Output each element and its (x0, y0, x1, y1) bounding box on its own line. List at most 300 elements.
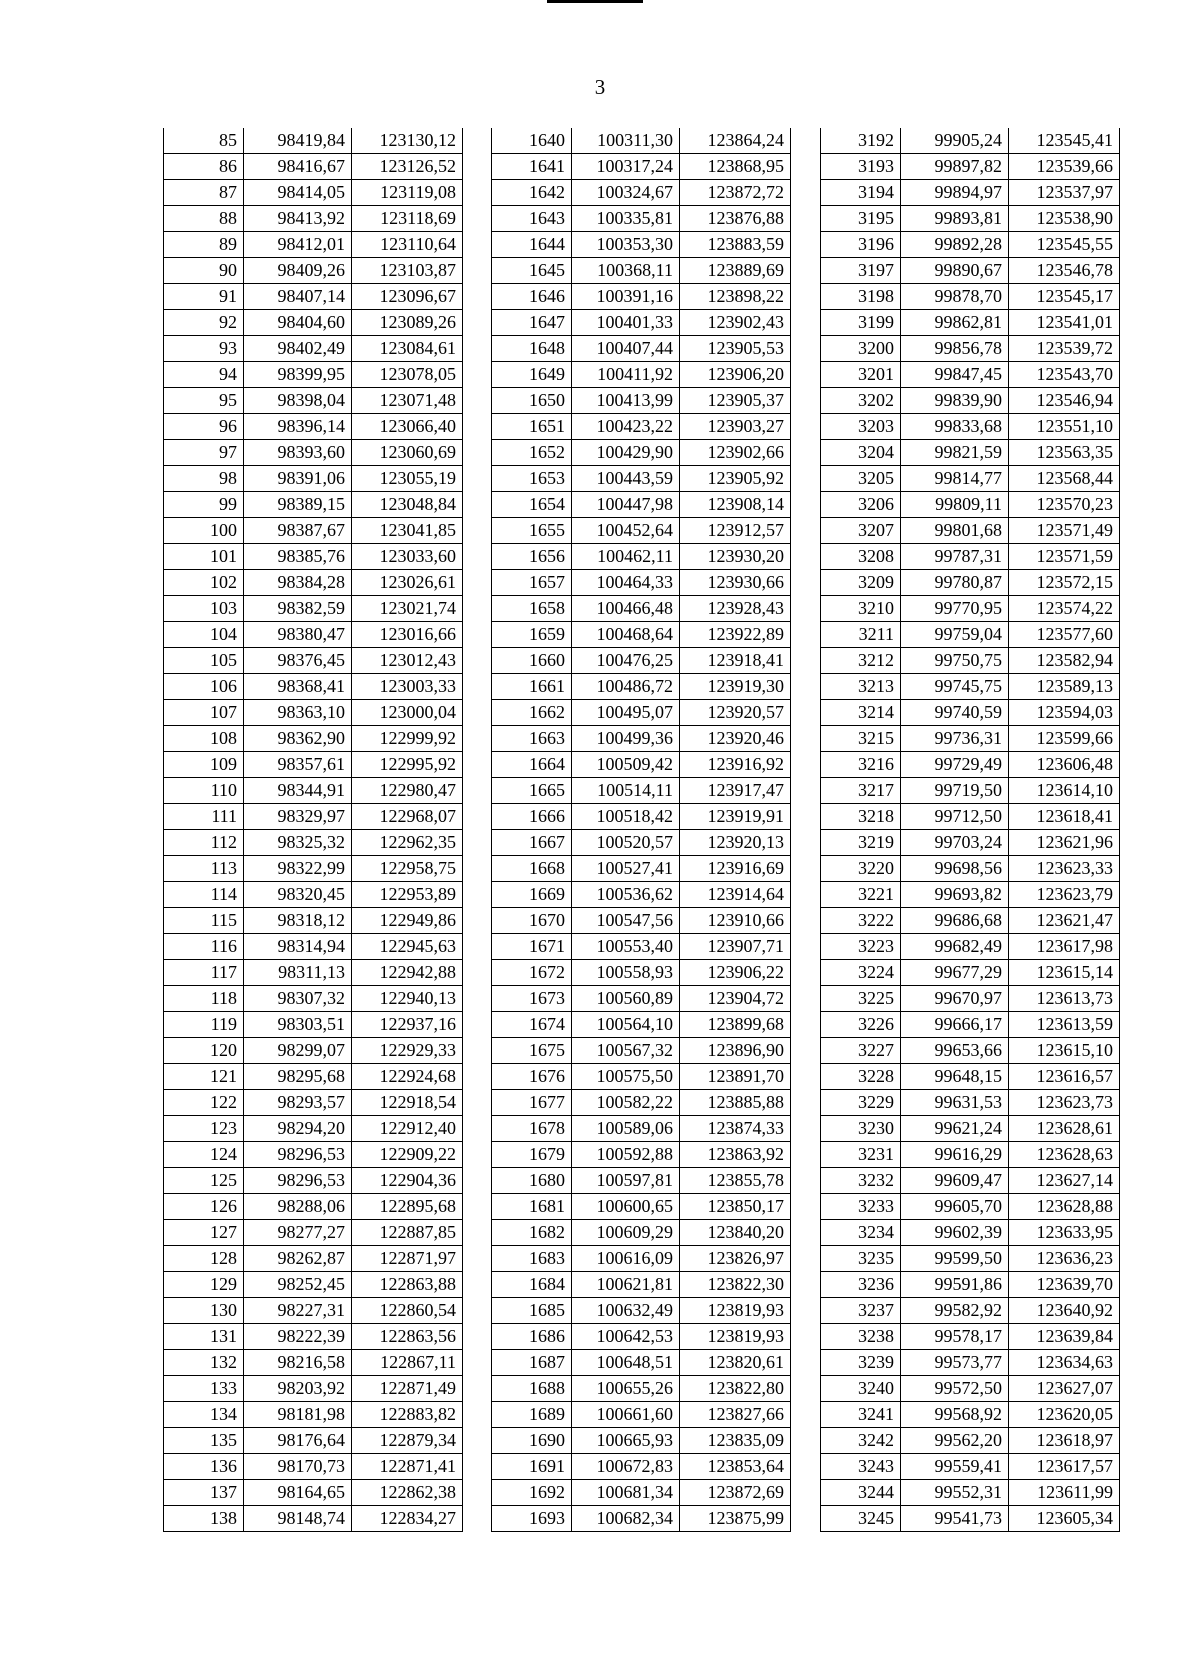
x-coordinate-cell: 99541,73 (901, 1506, 1009, 1532)
x-coordinate-cell: 98407,14 (244, 284, 352, 310)
x-coordinate-cell: 98181,98 (244, 1402, 352, 1428)
y-coordinate-cell: 123905,37 (680, 388, 791, 414)
y-coordinate-cell: 123012,43 (352, 648, 463, 674)
table-row (492, 128, 791, 154)
y-coordinate-cell: 122962,35 (352, 830, 463, 856)
x-coordinate-cell: 100495,07 (572, 700, 680, 726)
x-coordinate-cell: 100486,72 (572, 674, 680, 700)
x-coordinate-cell: 99894,97 (901, 180, 1009, 206)
point-number-cell: 3238 (821, 1324, 901, 1350)
x-coordinate-cell: 98322,99 (244, 856, 352, 882)
x-coordinate-cell: 98329,97 (244, 804, 352, 830)
y-coordinate-cell: 123621,96 (1009, 830, 1120, 856)
x-coordinate-cell: 100447,98 (572, 492, 680, 518)
table-row (492, 414, 791, 440)
x-coordinate-cell: 98320,45 (244, 882, 352, 908)
y-coordinate-cell: 122918,54 (352, 1090, 463, 1116)
y-coordinate-cell: 123571,59 (1009, 544, 1120, 570)
x-coordinate-cell: 100616,09 (572, 1246, 680, 1272)
point-number-cell: 1692 (492, 1480, 572, 1506)
point-number-cell: 3244 (821, 1480, 901, 1506)
table-row (492, 934, 791, 960)
point-number-cell: 93 (164, 336, 244, 362)
table-row (821, 544, 1120, 570)
point-number-cell: 1662 (492, 700, 572, 726)
y-coordinate-cell: 123539,72 (1009, 336, 1120, 362)
y-coordinate-cell: 123822,80 (680, 1376, 791, 1402)
point-number-cell: 1687 (492, 1350, 572, 1376)
point-number-cell: 1652 (492, 440, 572, 466)
table-row (821, 1402, 1120, 1428)
point-number-cell: 1644 (492, 232, 572, 258)
y-coordinate-cell: 123615,10 (1009, 1038, 1120, 1064)
point-number-cell: 3205 (821, 466, 901, 492)
y-coordinate-cell: 122958,75 (352, 856, 463, 882)
y-coordinate-cell: 123078,05 (352, 362, 463, 388)
x-coordinate-cell: 100468,64 (572, 622, 680, 648)
top-edge-mark (547, 0, 643, 3)
table-row (821, 414, 1120, 440)
table-row (821, 362, 1120, 388)
table-row (164, 986, 463, 1012)
y-coordinate-cell: 123633,95 (1009, 1220, 1120, 1246)
y-coordinate-cell: 123568,44 (1009, 466, 1120, 492)
y-coordinate-cell: 123835,09 (680, 1428, 791, 1454)
y-coordinate-cell: 123041,85 (352, 518, 463, 544)
table-row (164, 1038, 463, 1064)
y-coordinate-cell: 123000,04 (352, 700, 463, 726)
table-row (821, 1376, 1120, 1402)
point-number-cell: 3219 (821, 830, 901, 856)
y-coordinate-cell: 123618,41 (1009, 804, 1120, 830)
point-number-cell: 3214 (821, 700, 901, 726)
y-coordinate-cell: 123546,78 (1009, 258, 1120, 284)
y-coordinate-cell: 123639,84 (1009, 1324, 1120, 1350)
x-coordinate-cell: 100560,89 (572, 986, 680, 1012)
point-number-cell: 3231 (821, 1142, 901, 1168)
y-coordinate-cell: 123875,99 (680, 1506, 791, 1532)
y-coordinate-cell: 123902,43 (680, 310, 791, 336)
point-number-cell: 97 (164, 440, 244, 466)
point-number-cell: 124 (164, 1142, 244, 1168)
x-coordinate-cell: 98380,47 (244, 622, 352, 648)
point-number-cell: 94 (164, 362, 244, 388)
point-number-cell: 92 (164, 310, 244, 336)
table-row (821, 986, 1120, 1012)
table-row (492, 570, 791, 596)
y-coordinate-cell: 123620,05 (1009, 1402, 1120, 1428)
point-number-cell: 110 (164, 778, 244, 804)
point-number-cell: 3211 (821, 622, 901, 648)
table-row (492, 986, 791, 1012)
y-coordinate-cell: 123916,69 (680, 856, 791, 882)
x-coordinate-cell: 98419,84 (244, 128, 352, 154)
x-coordinate-cell: 99878,70 (901, 284, 1009, 310)
table-row (164, 622, 463, 648)
point-number-cell: 3226 (821, 1012, 901, 1038)
y-coordinate-cell: 123906,22 (680, 960, 791, 986)
table-row (164, 1350, 463, 1376)
point-number-cell: 123 (164, 1116, 244, 1142)
x-coordinate-cell: 98399,95 (244, 362, 352, 388)
y-coordinate-cell: 123928,43 (680, 596, 791, 622)
point-number-cell: 128 (164, 1246, 244, 1272)
point-number-cell: 3192 (821, 128, 901, 154)
table-row (164, 284, 463, 310)
point-number-cell: 1693 (492, 1506, 572, 1532)
table-row (821, 258, 1120, 284)
y-coordinate-cell: 123605,34 (1009, 1506, 1120, 1532)
point-number-cell: 1654 (492, 492, 572, 518)
x-coordinate-cell: 98227,31 (244, 1298, 352, 1324)
x-coordinate-cell: 99745,75 (901, 674, 1009, 700)
x-coordinate-cell: 98170,73 (244, 1454, 352, 1480)
point-number-cell: 3206 (821, 492, 901, 518)
point-number-cell: 1675 (492, 1038, 572, 1064)
y-coordinate-cell: 123885,88 (680, 1090, 791, 1116)
table-row (821, 934, 1120, 960)
point-number-cell: 120 (164, 1038, 244, 1064)
table-row (164, 128, 463, 154)
y-coordinate-cell: 122909,22 (352, 1142, 463, 1168)
table-row (492, 1506, 791, 1532)
x-coordinate-cell: 98222,39 (244, 1324, 352, 1350)
x-coordinate-cell: 98293,57 (244, 1090, 352, 1116)
x-coordinate-cell: 100672,83 (572, 1454, 680, 1480)
y-coordinate-cell: 123621,47 (1009, 908, 1120, 934)
x-coordinate-cell: 98363,10 (244, 700, 352, 726)
point-number-cell: 3210 (821, 596, 901, 622)
x-coordinate-cell: 100665,93 (572, 1428, 680, 1454)
y-coordinate-cell: 123563,35 (1009, 440, 1120, 466)
point-number-cell: 118 (164, 986, 244, 1012)
y-coordinate-cell: 123910,66 (680, 908, 791, 934)
point-number-cell: 3245 (821, 1506, 901, 1532)
point-number-cell: 3220 (821, 856, 901, 882)
point-number-cell: 109 (164, 752, 244, 778)
table-row (164, 882, 463, 908)
table-row (492, 830, 791, 856)
y-coordinate-cell: 123930,66 (680, 570, 791, 596)
point-number-cell: 3222 (821, 908, 901, 934)
y-coordinate-cell: 123119,08 (352, 180, 463, 206)
x-coordinate-cell: 98385,76 (244, 544, 352, 570)
point-number-cell: 131 (164, 1324, 244, 1350)
y-coordinate-cell: 123551,10 (1009, 414, 1120, 440)
table-row (821, 622, 1120, 648)
table-row (492, 544, 791, 570)
point-number-cell: 1671 (492, 934, 572, 960)
point-number-cell: 1648 (492, 336, 572, 362)
y-coordinate-cell: 123896,90 (680, 1038, 791, 1064)
x-coordinate-cell: 100661,60 (572, 1402, 680, 1428)
y-coordinate-cell: 123599,66 (1009, 726, 1120, 752)
x-coordinate-cell: 99686,68 (901, 908, 1009, 934)
x-coordinate-cell: 99839,90 (901, 388, 1009, 414)
x-coordinate-cell: 98416,67 (244, 154, 352, 180)
table-row (821, 960, 1120, 986)
table-row (821, 232, 1120, 258)
table-row (164, 674, 463, 700)
point-number-cell: 132 (164, 1350, 244, 1376)
y-coordinate-cell: 123577,60 (1009, 622, 1120, 648)
point-number-cell: 134 (164, 1402, 244, 1428)
x-coordinate-cell: 99605,70 (901, 1194, 1009, 1220)
x-coordinate-cell: 100452,64 (572, 518, 680, 544)
point-number-cell: 3227 (821, 1038, 901, 1064)
point-number-cell: 3212 (821, 648, 901, 674)
point-number-cell: 122 (164, 1090, 244, 1116)
y-coordinate-cell: 123539,66 (1009, 154, 1120, 180)
table-row (492, 310, 791, 336)
y-coordinate-cell: 123906,20 (680, 362, 791, 388)
x-coordinate-cell: 99890,67 (901, 258, 1009, 284)
x-coordinate-cell: 98148,74 (244, 1506, 352, 1532)
table-row (164, 778, 463, 804)
point-number-cell: 135 (164, 1428, 244, 1454)
y-coordinate-cell: 123628,61 (1009, 1116, 1120, 1142)
y-coordinate-cell: 123628,88 (1009, 1194, 1120, 1220)
table-row (821, 1324, 1120, 1350)
table-row (492, 752, 791, 778)
x-coordinate-cell: 100575,50 (572, 1064, 680, 1090)
x-coordinate-cell: 99703,24 (901, 830, 1009, 856)
point-number-cell: 86 (164, 154, 244, 180)
point-number-cell: 1672 (492, 960, 572, 986)
x-coordinate-cell: 100413,99 (572, 388, 680, 414)
point-number-cell: 3223 (821, 934, 901, 960)
table-row (821, 206, 1120, 232)
point-number-cell: 3232 (821, 1168, 901, 1194)
y-coordinate-cell: 123130,12 (352, 128, 463, 154)
table-row (164, 414, 463, 440)
y-coordinate-cell: 122999,92 (352, 726, 463, 752)
table-row (164, 206, 463, 232)
point-number-cell: 1678 (492, 1116, 572, 1142)
x-coordinate-cell: 98384,28 (244, 570, 352, 596)
x-coordinate-cell: 98296,53 (244, 1168, 352, 1194)
table-row (164, 1064, 463, 1090)
point-number-cell: 87 (164, 180, 244, 206)
point-number-cell: 1673 (492, 986, 572, 1012)
y-coordinate-cell: 123538,90 (1009, 206, 1120, 232)
y-coordinate-cell: 122895,68 (352, 1194, 463, 1220)
coordinates-table-2 (491, 128, 791, 1532)
table-row (492, 596, 791, 622)
point-number-cell: 138 (164, 1506, 244, 1532)
y-coordinate-cell: 123820,61 (680, 1350, 791, 1376)
table-row (492, 804, 791, 830)
table-row (492, 1480, 791, 1506)
x-coordinate-cell: 98299,07 (244, 1038, 352, 1064)
point-number-cell: 1645 (492, 258, 572, 284)
y-coordinate-cell: 123627,07 (1009, 1376, 1120, 1402)
table-row (164, 1194, 463, 1220)
y-coordinate-cell: 123613,73 (1009, 986, 1120, 1012)
table-row (821, 804, 1120, 830)
x-coordinate-cell: 99740,59 (901, 700, 1009, 726)
x-coordinate-cell: 100514,11 (572, 778, 680, 804)
table-row (821, 1272, 1120, 1298)
table-row (492, 492, 791, 518)
y-coordinate-cell: 123863,92 (680, 1142, 791, 1168)
table-row (821, 1350, 1120, 1376)
table-row (492, 336, 791, 362)
x-coordinate-cell: 99653,66 (901, 1038, 1009, 1064)
y-coordinate-cell: 123071,48 (352, 388, 463, 414)
table-row (164, 856, 463, 882)
x-coordinate-cell: 98303,51 (244, 1012, 352, 1038)
y-coordinate-cell: 123572,15 (1009, 570, 1120, 596)
y-coordinate-cell: 122887,85 (352, 1220, 463, 1246)
table-row (164, 648, 463, 674)
y-coordinate-cell: 123066,40 (352, 414, 463, 440)
point-number-cell: 112 (164, 830, 244, 856)
y-coordinate-cell: 123618,97 (1009, 1428, 1120, 1454)
table-row (492, 1376, 791, 1402)
x-coordinate-cell: 99905,24 (901, 128, 1009, 154)
x-coordinate-cell: 99573,77 (901, 1350, 1009, 1376)
y-coordinate-cell: 123640,92 (1009, 1298, 1120, 1324)
x-coordinate-cell: 100536,62 (572, 882, 680, 908)
table-row (164, 1298, 463, 1324)
table-row (164, 466, 463, 492)
point-number-cell: 95 (164, 388, 244, 414)
y-coordinate-cell: 122871,97 (352, 1246, 463, 1272)
table-row (492, 180, 791, 206)
y-coordinate-cell: 123916,92 (680, 752, 791, 778)
point-number-cell: 101 (164, 544, 244, 570)
table-row (821, 1012, 1120, 1038)
table-row (492, 674, 791, 700)
point-number-cell: 3225 (821, 986, 901, 1012)
point-number-cell: 3215 (821, 726, 901, 752)
y-coordinate-cell: 122863,56 (352, 1324, 463, 1350)
table-row (492, 206, 791, 232)
point-number-cell: 3194 (821, 180, 901, 206)
x-coordinate-cell: 100558,93 (572, 960, 680, 986)
point-number-cell: 1647 (492, 310, 572, 336)
x-coordinate-cell: 100429,90 (572, 440, 680, 466)
x-coordinate-cell: 100567,32 (572, 1038, 680, 1064)
point-number-cell: 1667 (492, 830, 572, 856)
table-row (164, 596, 463, 622)
x-coordinate-cell: 99814,77 (901, 466, 1009, 492)
point-number-cell: 1688 (492, 1376, 572, 1402)
table-row (492, 648, 791, 674)
x-coordinate-cell: 99729,49 (901, 752, 1009, 778)
point-number-cell: 99 (164, 492, 244, 518)
table-row (164, 388, 463, 414)
point-number-cell: 1660 (492, 648, 572, 674)
x-coordinate-cell: 99568,92 (901, 1402, 1009, 1428)
y-coordinate-cell: 123919,91 (680, 804, 791, 830)
point-number-cell: 1681 (492, 1194, 572, 1220)
x-coordinate-cell: 100621,81 (572, 1272, 680, 1298)
table-row (164, 232, 463, 258)
point-number-cell: 137 (164, 1480, 244, 1506)
table-row (821, 1142, 1120, 1168)
y-coordinate-cell: 123920,46 (680, 726, 791, 752)
table-row (821, 1454, 1120, 1480)
x-coordinate-cell: 100527,41 (572, 856, 680, 882)
table-row (164, 1324, 463, 1350)
x-coordinate-cell: 98176,64 (244, 1428, 352, 1454)
point-number-cell: 113 (164, 856, 244, 882)
y-coordinate-cell: 123819,93 (680, 1298, 791, 1324)
x-coordinate-cell: 98294,20 (244, 1116, 352, 1142)
table-row (492, 1142, 791, 1168)
x-coordinate-cell: 99591,86 (901, 1272, 1009, 1298)
table-row (821, 1116, 1120, 1142)
point-number-cell: 106 (164, 674, 244, 700)
y-coordinate-cell: 123922,89 (680, 622, 791, 648)
y-coordinate-cell: 123914,64 (680, 882, 791, 908)
point-number-cell: 3216 (821, 752, 901, 778)
y-coordinate-cell: 123919,30 (680, 674, 791, 700)
table-row (492, 154, 791, 180)
y-coordinate-cell: 122940,13 (352, 986, 463, 1012)
x-coordinate-cell: 99736,31 (901, 726, 1009, 752)
table-row (821, 1168, 1120, 1194)
y-coordinate-cell: 123623,79 (1009, 882, 1120, 908)
point-number-cell: 3241 (821, 1402, 901, 1428)
x-coordinate-cell: 98288,06 (244, 1194, 352, 1220)
y-coordinate-cell: 122937,16 (352, 1012, 463, 1038)
y-coordinate-cell: 123003,33 (352, 674, 463, 700)
y-coordinate-cell: 123874,33 (680, 1116, 791, 1142)
table-row (821, 1428, 1120, 1454)
point-number-cell: 89 (164, 232, 244, 258)
point-number-cell: 1640 (492, 128, 572, 154)
x-coordinate-cell: 100682,34 (572, 1506, 680, 1532)
x-coordinate-cell: 99562,20 (901, 1428, 1009, 1454)
table-row (492, 1246, 791, 1272)
table-row (821, 284, 1120, 310)
y-coordinate-cell: 123617,57 (1009, 1454, 1120, 1480)
coordinates-table-1 (163, 128, 463, 1532)
table-row (492, 388, 791, 414)
point-number-cell: 3242 (821, 1428, 901, 1454)
point-number-cell: 3197 (821, 258, 901, 284)
table-row (164, 726, 463, 752)
x-coordinate-cell: 100462,11 (572, 544, 680, 570)
x-coordinate-cell: 98396,14 (244, 414, 352, 440)
table-row (492, 960, 791, 986)
y-coordinate-cell: 123570,23 (1009, 492, 1120, 518)
x-coordinate-cell: 99862,81 (901, 310, 1009, 336)
y-coordinate-cell: 123110,64 (352, 232, 463, 258)
point-number-cell: 3203 (821, 414, 901, 440)
y-coordinate-cell: 123920,57 (680, 700, 791, 726)
x-coordinate-cell: 98402,49 (244, 336, 352, 362)
table-row (821, 752, 1120, 778)
y-coordinate-cell: 122860,54 (352, 1298, 463, 1324)
point-number-cell: 3198 (821, 284, 901, 310)
x-coordinate-cell: 98164,65 (244, 1480, 352, 1506)
table-row (164, 570, 463, 596)
x-coordinate-cell: 99578,17 (901, 1324, 1009, 1350)
x-coordinate-cell: 99821,59 (901, 440, 1009, 466)
table-row (492, 1064, 791, 1090)
table-row (821, 180, 1120, 206)
x-coordinate-cell: 100589,06 (572, 1116, 680, 1142)
table-row (821, 310, 1120, 336)
x-coordinate-cell: 100648,51 (572, 1350, 680, 1376)
y-coordinate-cell: 123617,98 (1009, 934, 1120, 960)
point-number-cell: 3240 (821, 1376, 901, 1402)
table-row (492, 518, 791, 544)
